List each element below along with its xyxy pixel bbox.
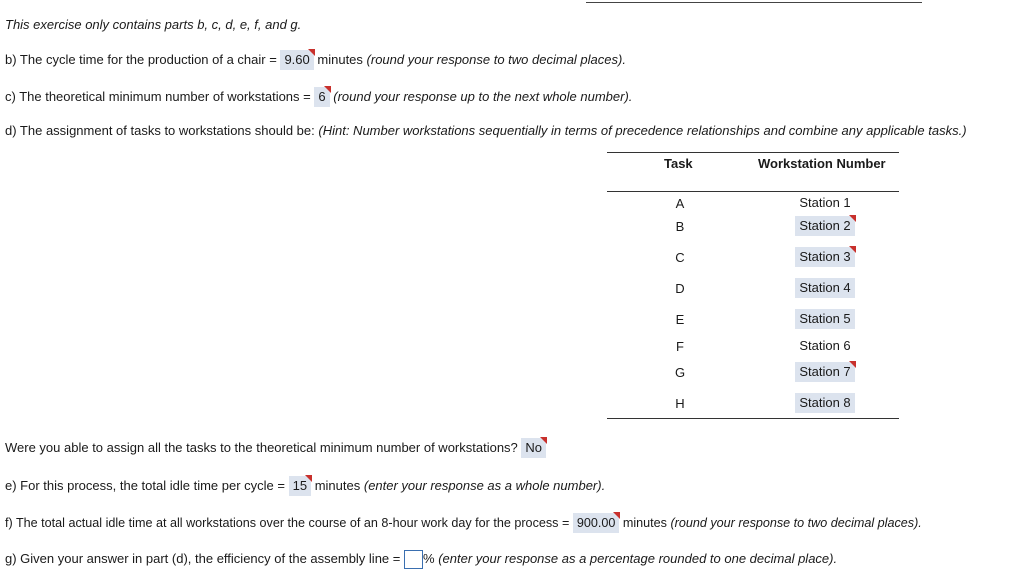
- table-bottom-rule: [607, 418, 899, 419]
- station-cell-f: [790, 336, 860, 356]
- station-cell-h: [790, 393, 860, 413]
- station-cell-c: [790, 247, 860, 267]
- part-f: [5, 513, 922, 533]
- part-f-prefix: f) The total actual idle time at all workstations over the course of an 8-hour work day for the process =: [5, 516, 570, 530]
- efficiency-input[interactable]: [404, 550, 423, 569]
- part-g-hint: (enter your response as a percentage rounded to one decimal place).: [438, 550, 838, 566]
- station-select[interactable]: Station 5: [795, 309, 854, 329]
- part-e-hint: (enter your response as a whole number).: [363, 478, 606, 493]
- part-c-hint: (round your response up to the next whole number).: [333, 89, 633, 104]
- part-b-prefix: b) The cycle time for the production of a chair =: [5, 52, 277, 67]
- station-value: Station 1: [799, 195, 851, 210]
- task-e: E: [675, 312, 685, 327]
- station-value: Station 6: [799, 338, 851, 353]
- task-f: F: [676, 339, 684, 354]
- station-select[interactable]: Station 3: [795, 247, 854, 267]
- part-d-prefix: d) The assignment of tasks to workstations should be:: [5, 123, 315, 138]
- task-g: G: [674, 365, 686, 380]
- part-b-hint: (round your response to two decimal places).: [366, 52, 626, 67]
- part-e-unit: minutes: [314, 478, 361, 493]
- min-workstations-answer[interactable]: 6: [314, 87, 329, 107]
- part-f-hint: (round your response to two decimal places).: [670, 516, 922, 530]
- assign-question: [5, 438, 546, 458]
- top-divider: [586, 2, 922, 3]
- intro-text: This exercise only contains parts b, c, d, e, f, and g.: [5, 17, 302, 32]
- task-b: B: [675, 219, 685, 234]
- task-h: H: [675, 396, 685, 411]
- assign-question-text: Were you able to assign all the tasks to the theoretical minimum number of workstations?: [5, 440, 518, 455]
- part-f-unit: minutes: [622, 516, 667, 530]
- station-cell-a: [790, 193, 860, 213]
- table-top-rule: [607, 152, 899, 153]
- part-b: [5, 50, 626, 70]
- header-workstation: Workstation Number: [758, 156, 886, 171]
- part-g-prefix: g) Given your answer in part (d), the efficiency of the assembly line =: [5, 550, 401, 566]
- part-c-prefix: c) The theoretical minimum number of workstations =: [5, 89, 311, 104]
- station-cell-e: [790, 309, 860, 329]
- station-cell-d: [790, 278, 860, 298]
- table-header-rule: [607, 191, 899, 192]
- task-a: A: [675, 196, 685, 211]
- part-g-unit: %: [423, 550, 435, 566]
- part-c: [5, 87, 632, 107]
- header-task: Task: [664, 156, 693, 171]
- station-select[interactable]: Station 4: [795, 278, 854, 298]
- station-cell-g: [790, 362, 860, 382]
- part-e-prefix: e) For this process, the total idle time per cycle =: [5, 478, 285, 493]
- station-select[interactable]: Station 8: [795, 393, 854, 413]
- task-d: D: [675, 281, 685, 296]
- idle-time-answer[interactable]: 15: [289, 476, 311, 496]
- cycle-time-answer[interactable]: 9.60: [280, 50, 313, 70]
- station-select[interactable]: Station 2: [795, 216, 854, 236]
- station-select[interactable]: Station 7: [795, 362, 854, 382]
- daily-idle-answer[interactable]: 900.00: [573, 513, 620, 533]
- part-d: [5, 123, 967, 138]
- part-d-hint: (Hint: Number workstations sequentially in terms of precedence relationships and combine any applicable tasks.): [318, 123, 967, 138]
- part-e: [5, 476, 605, 496]
- part-g: [5, 550, 837, 569]
- station-cell-b: [790, 216, 860, 236]
- assign-answer-select[interactable]: No: [521, 438, 546, 458]
- part-b-unit: minutes: [317, 52, 363, 67]
- task-c: C: [675, 250, 685, 265]
